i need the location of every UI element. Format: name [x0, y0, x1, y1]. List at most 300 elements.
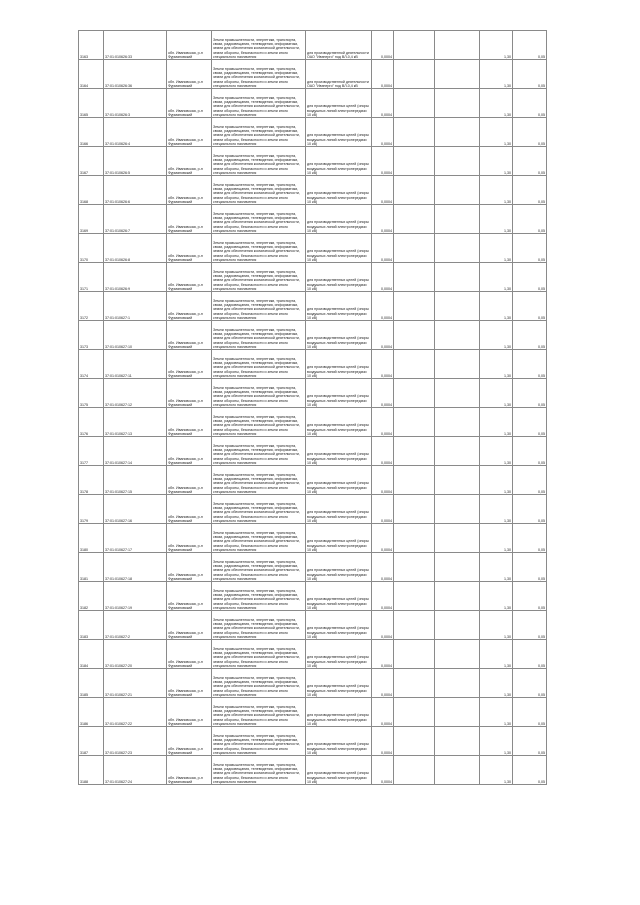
permitted-use-cell	[306, 118, 372, 147]
tax-cell	[513, 466, 547, 495]
address-text: обл. Ивановская, р-н Фурмановский	[168, 717, 203, 726]
land-category-text: Земли промышленности, энергетики, транспорта, связи, радиовещания, телевидения, информатики, земли для обеспечения космической деятельности, земли обороны, безопасности и земли иного специального назначения	[213, 182, 300, 204]
area-text: 0,0004	[381, 779, 392, 784]
address-cell	[167, 582, 212, 611]
address-cell	[167, 466, 212, 495]
tax-cell	[513, 582, 547, 611]
area-cell	[372, 31, 394, 60]
empty-cell	[394, 205, 435, 234]
address-cell	[167, 553, 212, 582]
address-text: обл. Ивановская, р-н Фурмановский	[168, 572, 203, 581]
cadastral-number-text: 37:01:010627:11	[105, 373, 132, 378]
permitted-use-text: для производственных целей (опоры воздушных линий электропередачи 10 кВ)	[307, 510, 370, 523]
land-category-text: Земли промышленности, энергетики, транспорта, связи, радиовещания, телевидения, информатики, земли для обеспечения космической деятельности, земли обороны, безопасности и земли иного специального назначения	[213, 211, 300, 233]
permitted-use-cell	[306, 727, 372, 756]
land-category-text: Земли промышленности, энергетики, транспорта, связи, радиовещания, телевидения, информатики, земли для обеспечения космической деятельности, земли обороны, безопасности и земли иного специального назначения	[213, 327, 300, 349]
permitted-use-text: для производственных целей (опоры воздушных линий электропередачи 10 кВ)	[307, 365, 370, 378]
cadastral-number-cell	[104, 640, 167, 669]
land-category-cell	[212, 437, 306, 466]
rate-text: 1,30	[504, 576, 511, 581]
tax-text: 0,05	[538, 199, 545, 204]
address-cell	[167, 379, 212, 408]
cadastral-number-cell	[104, 321, 167, 350]
empty-cell	[394, 89, 435, 118]
cadastral-number-text: 37:01:010627:17	[105, 547, 132, 552]
row-number-text: 3184	[80, 663, 88, 668]
permitted-use-text: для производственных целей (опоры воздушных линий электропередачи 10 кВ)	[307, 539, 370, 552]
tax-cell	[513, 89, 547, 118]
permitted-use-cell	[306, 553, 372, 582]
tax-text: 0,05	[538, 431, 545, 436]
rate-cell	[480, 176, 513, 205]
row-number-text: 3170	[80, 257, 88, 262]
area-cell	[372, 89, 394, 118]
empty-cell	[435, 147, 480, 176]
area-cell	[372, 147, 394, 176]
rate-cell	[480, 147, 513, 176]
area-text: 0,0004	[381, 634, 392, 639]
empty-cell	[435, 292, 480, 321]
address-text: обл. Ивановская, р-н Фурмановский	[168, 224, 203, 233]
rate-cell	[480, 263, 513, 292]
empty-cell	[435, 176, 480, 205]
tax-text: 0,05	[538, 518, 545, 523]
empty-cell	[435, 756, 480, 785]
area-text: 0,0004	[381, 431, 392, 436]
tax-cell	[513, 176, 547, 205]
row-number-text: 3188	[80, 779, 88, 784]
rate-text: 1,30	[504, 460, 511, 465]
cadastral-number-cell	[104, 379, 167, 408]
tax-text: 0,05	[538, 112, 545, 117]
cadastral-number-text: 37:01:010627:19	[105, 605, 132, 610]
land-category-cell	[212, 60, 306, 89]
row-number-cell	[79, 60, 104, 89]
tax-cell	[513, 147, 547, 176]
row-number-cell	[79, 31, 104, 60]
area-text: 0,0004	[381, 692, 392, 697]
permitted-use-cell	[306, 176, 372, 205]
permitted-use-cell	[306, 669, 372, 698]
permitted-use-cell	[306, 495, 372, 524]
rate-cell	[480, 611, 513, 640]
address-cell	[167, 495, 212, 524]
area-text: 0,0004	[381, 170, 392, 175]
table-row	[79, 466, 547, 495]
cadastral-number-text: 37:01:010627:16	[105, 518, 132, 523]
tax-cell	[513, 640, 547, 669]
row-number-cell	[79, 437, 104, 466]
area-text: 0,0004	[381, 547, 392, 552]
tax-cell	[513, 118, 547, 147]
area-text: 0,0004	[381, 199, 392, 204]
rate-text: 1,30	[504, 431, 511, 436]
tax-cell	[513, 205, 547, 234]
area-text: 0,0004	[381, 518, 392, 523]
rate-cell	[480, 408, 513, 437]
address-cell	[167, 408, 212, 437]
land-category-cell	[212, 669, 306, 698]
cadastral-number-cell	[104, 89, 167, 118]
tax-cell	[513, 437, 547, 466]
permitted-use-text: для производственных целей (опоры воздушных линий электропередачи 10 кВ)	[307, 307, 370, 320]
permitted-use-text: для производственных целей (опоры воздушных линий электропередачи 10 кВ)	[307, 713, 370, 726]
empty-cell	[435, 60, 480, 89]
cadastral-number-text: 37:01:010626:4	[105, 141, 130, 146]
cadastral-number-text: 37:01:010627:13	[105, 431, 132, 436]
address-text: обл. Ивановская, р-н Фурмановский	[168, 108, 203, 117]
tax-cell	[513, 756, 547, 785]
row-number-cell	[79, 321, 104, 350]
land-category-text: Земли промышленности, энергетики, транспорта, связи, радиовещания, телевидения, информатики, земли для обеспечения космической деятельности, земли обороны, безопасности и земли иного специального назначения	[213, 675, 300, 697]
permitted-use-cell	[306, 321, 372, 350]
cadastral-number-cell	[104, 495, 167, 524]
area-cell	[372, 60, 394, 89]
rate-text: 1,30	[504, 170, 511, 175]
row-number-cell	[79, 118, 104, 147]
cadastral-number-cell	[104, 466, 167, 495]
row-number-cell	[79, 408, 104, 437]
permitted-use-text: для производственных целей (опоры воздушных линий электропередачи 10 кВ)	[307, 249, 370, 262]
cadastral-number-text: 37:01:010626:5	[105, 170, 130, 175]
rate-cell	[480, 466, 513, 495]
cadastral-number-text: 37:01:010626:36	[105, 83, 132, 88]
area-text: 0,0004	[381, 228, 392, 233]
address-text: обл. Ивановская, р-н Фурмановский	[168, 253, 203, 262]
land-category-text: Земли промышленности, энергетики, транспорта, связи, радиовещания, телевидения, информатики, земли для обеспечения космической деятельности, земли обороны, безопасности и земли иного специального назначения	[213, 559, 300, 581]
permitted-use-cell	[306, 234, 372, 263]
land-category-cell	[212, 147, 306, 176]
permitted-use-cell	[306, 292, 372, 321]
permitted-use-text: для производственных целей (опоры воздушных линий электропередачи 10 кВ)	[307, 568, 370, 581]
permitted-use-text: для производственных целей (опоры воздушных линий электропередачи 10 кВ)	[307, 423, 370, 436]
tax-text: 0,05	[538, 257, 545, 262]
land-category-text: Земли промышленности, энергетики, транспорта, связи, радиовещания, телевидения, информатики, земли для обеспечения космической деятельности, земли обороны, безопасности и земли иного специального назначения	[213, 269, 300, 291]
permitted-use-text: для производственных целей (опоры воздушных линий электропередачи 10 кВ)	[307, 771, 370, 784]
tax-cell	[513, 321, 547, 350]
land-category-text: Земли промышленности, энергетики, транспорта, связи, радиовещания, телевидения, информатики, земли для обеспечения космической деятельности, земли обороны, безопасности и земли иного специального назначения	[213, 414, 300, 436]
land-category-text: Земли промышленности, энергетики, транспорта, связи, радиовещания, телевидения, информатики, земли для обеспечения космической деятельности, земли обороны, безопасности и земли иного специального назначения	[213, 617, 300, 639]
cadastral-number-text: 37:01:010627:10	[105, 344, 132, 349]
cadastral-number-text: 37:01:010626:33	[105, 54, 132, 59]
land-category-cell	[212, 611, 306, 640]
empty-cell	[435, 524, 480, 553]
permitted-use-cell	[306, 611, 372, 640]
empty-cell	[435, 553, 480, 582]
row-number-text: 3175	[80, 402, 88, 407]
address-cell	[167, 292, 212, 321]
cadastral-number-cell	[104, 669, 167, 698]
rate-text: 1,30	[504, 373, 511, 378]
address-text: обл. Ивановская, р-н Фурмановский	[168, 746, 203, 755]
table-row	[79, 321, 547, 350]
area-text: 0,0004	[381, 83, 392, 88]
tax-text: 0,05	[538, 779, 545, 784]
empty-cell	[394, 495, 435, 524]
rate-cell	[480, 292, 513, 321]
row-number-cell	[79, 205, 104, 234]
cadastral-number-cell	[104, 60, 167, 89]
table-row	[79, 176, 547, 205]
cadastral-number-cell	[104, 582, 167, 611]
area-text: 0,0004	[381, 460, 392, 465]
address-cell	[167, 756, 212, 785]
tax-cell	[513, 31, 547, 60]
land-category-text: Земли промышленности, энергетики, транспорта, связи, радиовещания, телевидения, информатики, земли для обеспечения космической деятельности, земли обороны, безопасности и земли иного специального назначения	[213, 588, 300, 610]
empty-cell	[435, 611, 480, 640]
row-number-text: 3180	[80, 547, 88, 552]
land-category-text: Земли промышленности, энергетики, транспорта, связи, радиовещания, телевидения, информатики, земли для обеспечения космической деятельности, земли обороны, безопасности и земли иного специального назначения	[213, 704, 300, 726]
cadastral-number-text: 37:01:010626:9	[105, 286, 130, 291]
area-cell	[372, 669, 394, 698]
address-text: обл. Ивановская, р-н Фурмановский	[168, 543, 203, 552]
permitted-use-cell	[306, 89, 372, 118]
cadastral-number-text: 37:01:010627:18	[105, 576, 132, 581]
permitted-use-cell	[306, 582, 372, 611]
permitted-use-text: для производственных целей (опоры воздушных линий электропередачи 10 кВ)	[307, 336, 370, 349]
permitted-use-cell	[306, 379, 372, 408]
address-text: обл. Ивановская, р-н Фурмановский	[168, 369, 203, 378]
rate-cell	[480, 640, 513, 669]
land-category-cell	[212, 466, 306, 495]
permitted-use-cell	[306, 205, 372, 234]
row-number-text: 3165	[80, 112, 88, 117]
land-category-cell	[212, 205, 306, 234]
cadastral-number-text: 37:01:010627:1	[105, 315, 130, 320]
rate-text: 1,30	[504, 779, 511, 784]
address-cell	[167, 350, 212, 379]
empty-cell	[394, 582, 435, 611]
empty-cell	[394, 408, 435, 437]
land-category-cell	[212, 727, 306, 756]
tax-cell	[513, 524, 547, 553]
permitted-use-cell	[306, 147, 372, 176]
rate-text: 1,30	[504, 257, 511, 262]
permitted-use-text: для производственных целей (опоры воздушных линий электропередачи 10 кВ)	[307, 162, 370, 175]
area-cell	[372, 234, 394, 263]
rate-cell	[480, 582, 513, 611]
table-row	[79, 524, 547, 553]
cadastral-number-cell	[104, 234, 167, 263]
row-number-cell	[79, 640, 104, 669]
area-cell	[372, 756, 394, 785]
land-category-text: Земли промышленности, энергетики, транспорта, связи, радиовещания, телевидения, информатики, земли для обеспечения космической деятельности, земли обороны, безопасности и земли иного специального назначения	[213, 646, 300, 668]
rate-text: 1,30	[504, 402, 511, 407]
table-row	[79, 205, 547, 234]
table-row	[79, 292, 547, 321]
permitted-use-text: для производственных целей (опоры воздушных линий электропередачи 10 кВ)	[307, 481, 370, 494]
area-text: 0,0004	[381, 315, 392, 320]
rate-cell	[480, 495, 513, 524]
row-number-text: 3168	[80, 199, 88, 204]
rate-cell	[480, 60, 513, 89]
rate-text: 1,30	[504, 228, 511, 233]
land-category-cell	[212, 321, 306, 350]
tax-text: 0,05	[538, 547, 545, 552]
empty-cell	[435, 640, 480, 669]
tax-text: 0,05	[538, 460, 545, 465]
empty-cell	[435, 234, 480, 263]
empty-cell	[435, 321, 480, 350]
area-text: 0,0004	[381, 257, 392, 262]
permitted-use-cell	[306, 408, 372, 437]
land-category-text: Земли промышленности, энергетики, транспорта, связи, радиовещания, телевидения, информатики, земли для обеспечения космической деятельности, земли обороны, безопасности и земли иного специального назначения	[213, 733, 300, 755]
tax-cell	[513, 292, 547, 321]
address-cell	[167, 89, 212, 118]
tax-text: 0,05	[538, 54, 545, 59]
row-number-text: 3178	[80, 489, 88, 494]
land-category-cell	[212, 553, 306, 582]
area-text: 0,0004	[381, 576, 392, 581]
rate-text: 1,30	[504, 344, 511, 349]
area-text: 0,0004	[381, 402, 392, 407]
row-number-cell	[79, 466, 104, 495]
tax-cell	[513, 60, 547, 89]
cadastral-number-cell	[104, 263, 167, 292]
empty-cell	[394, 379, 435, 408]
land-category-text: Земли промышленности, энергетики, транспорта, связи, радиовещания, телевидения, информатики, земли для обеспечения космической деятельности, земли обороны, безопасности и земли иного специального назначения	[213, 124, 300, 146]
tax-text: 0,05	[538, 315, 545, 320]
land-category-text: Земли промышленности, энергетики, транспорта, связи, радиовещания, телевидения, информатики, земли для обеспечения космической деятельности, земли обороны, безопасности и земли иного специального назначения	[213, 356, 300, 378]
area-cell	[372, 582, 394, 611]
address-cell	[167, 698, 212, 727]
row-number-text: 3173	[80, 344, 88, 349]
address-cell	[167, 640, 212, 669]
tax-cell	[513, 495, 547, 524]
area-text: 0,0004	[381, 721, 392, 726]
land-category-text: Земли промышленности, энергетики, транспорта, связи, радиовещания, телевидения, информатики, земли для обеспечения космической деятельности, земли обороны, безопасности и земли иного специального назначения	[213, 240, 300, 262]
area-cell	[372, 321, 394, 350]
address-cell	[167, 524, 212, 553]
area-cell	[372, 292, 394, 321]
cadastral-number-text: 37:01:010627:2	[105, 634, 130, 639]
row-number-text: 3171	[80, 286, 88, 291]
empty-cell	[394, 263, 435, 292]
area-cell	[372, 437, 394, 466]
empty-cell	[394, 756, 435, 785]
rate-cell	[480, 234, 513, 263]
row-number-cell	[79, 524, 104, 553]
row-number-cell	[79, 292, 104, 321]
address-cell	[167, 263, 212, 292]
permitted-use-text: для производственной деятельности ОАО "Ивэнерго" под ВЛ-0,4 кВ	[307, 79, 369, 88]
area-cell	[372, 350, 394, 379]
empty-cell	[394, 466, 435, 495]
address-cell	[167, 321, 212, 350]
cadastral-number-cell	[104, 727, 167, 756]
cadastral-number-cell	[104, 524, 167, 553]
table-row	[79, 60, 547, 89]
area-text: 0,0004	[381, 605, 392, 610]
row-number-text: 3172	[80, 315, 88, 320]
tax-cell	[513, 611, 547, 640]
address-cell	[167, 611, 212, 640]
rate-text: 1,30	[504, 663, 511, 668]
area-cell	[372, 176, 394, 205]
cadastral-number-cell	[104, 176, 167, 205]
address-text: обл. Ивановская, р-н Фурмановский	[168, 456, 203, 465]
permitted-use-text: для производственных целей (опоры воздушных линий электропередачи 10 кВ)	[307, 104, 370, 117]
table-row	[79, 669, 547, 698]
permitted-use-cell	[306, 640, 372, 669]
tax-text: 0,05	[538, 170, 545, 175]
empty-cell	[435, 698, 480, 727]
cadastral-number-cell	[104, 292, 167, 321]
table-row	[79, 147, 547, 176]
rate-text: 1,30	[504, 83, 511, 88]
tax-text: 0,05	[538, 373, 545, 378]
rate-text: 1,30	[504, 547, 511, 552]
tax-text: 0,05	[538, 489, 545, 494]
area-cell	[372, 640, 394, 669]
rate-text: 1,30	[504, 54, 511, 59]
permitted-use-cell	[306, 350, 372, 379]
permitted-use-cell	[306, 31, 372, 60]
address-cell	[167, 147, 212, 176]
row-number-text: 3177	[80, 460, 88, 465]
land-category-cell	[212, 379, 306, 408]
empty-cell	[394, 60, 435, 89]
table-row	[79, 727, 547, 756]
tax-text: 0,05	[538, 141, 545, 146]
rate-cell	[480, 698, 513, 727]
address-text: обл. Ивановская, р-н Фурмановский	[168, 427, 203, 436]
area-cell	[372, 524, 394, 553]
rate-text: 1,30	[504, 721, 511, 726]
rate-text: 1,30	[504, 634, 511, 639]
address-cell	[167, 176, 212, 205]
row-number-text: 3163	[80, 54, 88, 59]
area-cell	[372, 379, 394, 408]
area-cell	[372, 495, 394, 524]
table-row	[79, 263, 547, 292]
land-category-cell	[212, 176, 306, 205]
land-category-cell	[212, 495, 306, 524]
area-text: 0,0004	[381, 112, 392, 117]
cadastral-number-text: 37:01:010626:8	[105, 257, 130, 262]
rate-text: 1,30	[504, 518, 511, 523]
land-category-cell	[212, 31, 306, 60]
row-number-text: 3179	[80, 518, 88, 523]
permitted-use-text: для производственных целей (опоры воздушных линий электропередачи 10 кВ)	[307, 278, 370, 291]
address-text: обл. Ивановская, р-н Фурмановский	[168, 775, 203, 784]
cadastral-number-cell	[104, 756, 167, 785]
land-category-text: Земли промышленности, энергетики, транспорта, связи, радиовещания, телевидения, информатики, земли для обеспечения космической деятельности, земли обороны, безопасности и земли иного специального назначения	[213, 95, 300, 117]
land-category-cell	[212, 698, 306, 727]
address-text: обл. Ивановская, р-н Фурмановский	[168, 514, 203, 523]
row-number-cell	[79, 553, 104, 582]
land-category-cell	[212, 350, 306, 379]
land-category-text: Земли промышленности, энергетики, транспорта, связи, радиовещания, телевидения, информатики, земли для обеспечения космической деятельности, земли обороны, безопасности и земли иного специального назначения	[213, 66, 300, 88]
rate-cell	[480, 669, 513, 698]
row-number-cell	[79, 611, 104, 640]
empty-cell	[435, 669, 480, 698]
rate-cell	[480, 437, 513, 466]
rate-cell	[480, 205, 513, 234]
permitted-use-text: для производственных целей (опоры воздушных линий электропередачи 10 кВ)	[307, 133, 370, 146]
land-category-text: Земли промышленности, энергетики, транспорта, связи, радиовещания, телевидения, информатики, земли для обеспечения космической деятельности, земли обороны, безопасности и земли иного специального назначения	[213, 762, 300, 784]
tax-text: 0,05	[538, 750, 545, 755]
row-number-text: 3167	[80, 170, 88, 175]
row-number-text: 3185	[80, 692, 88, 697]
land-category-cell	[212, 89, 306, 118]
land-category-cell	[212, 292, 306, 321]
land-category-text: Земли промышленности, энергетики, транспорта, связи, радиовещания, телевидения, информатики, земли для обеспечения космической деятельности, земли обороны, безопасности и земли иного специального назначения	[213, 501, 300, 523]
address-cell	[167, 118, 212, 147]
table-row	[79, 437, 547, 466]
permitted-use-cell	[306, 60, 372, 89]
empty-cell	[435, 205, 480, 234]
